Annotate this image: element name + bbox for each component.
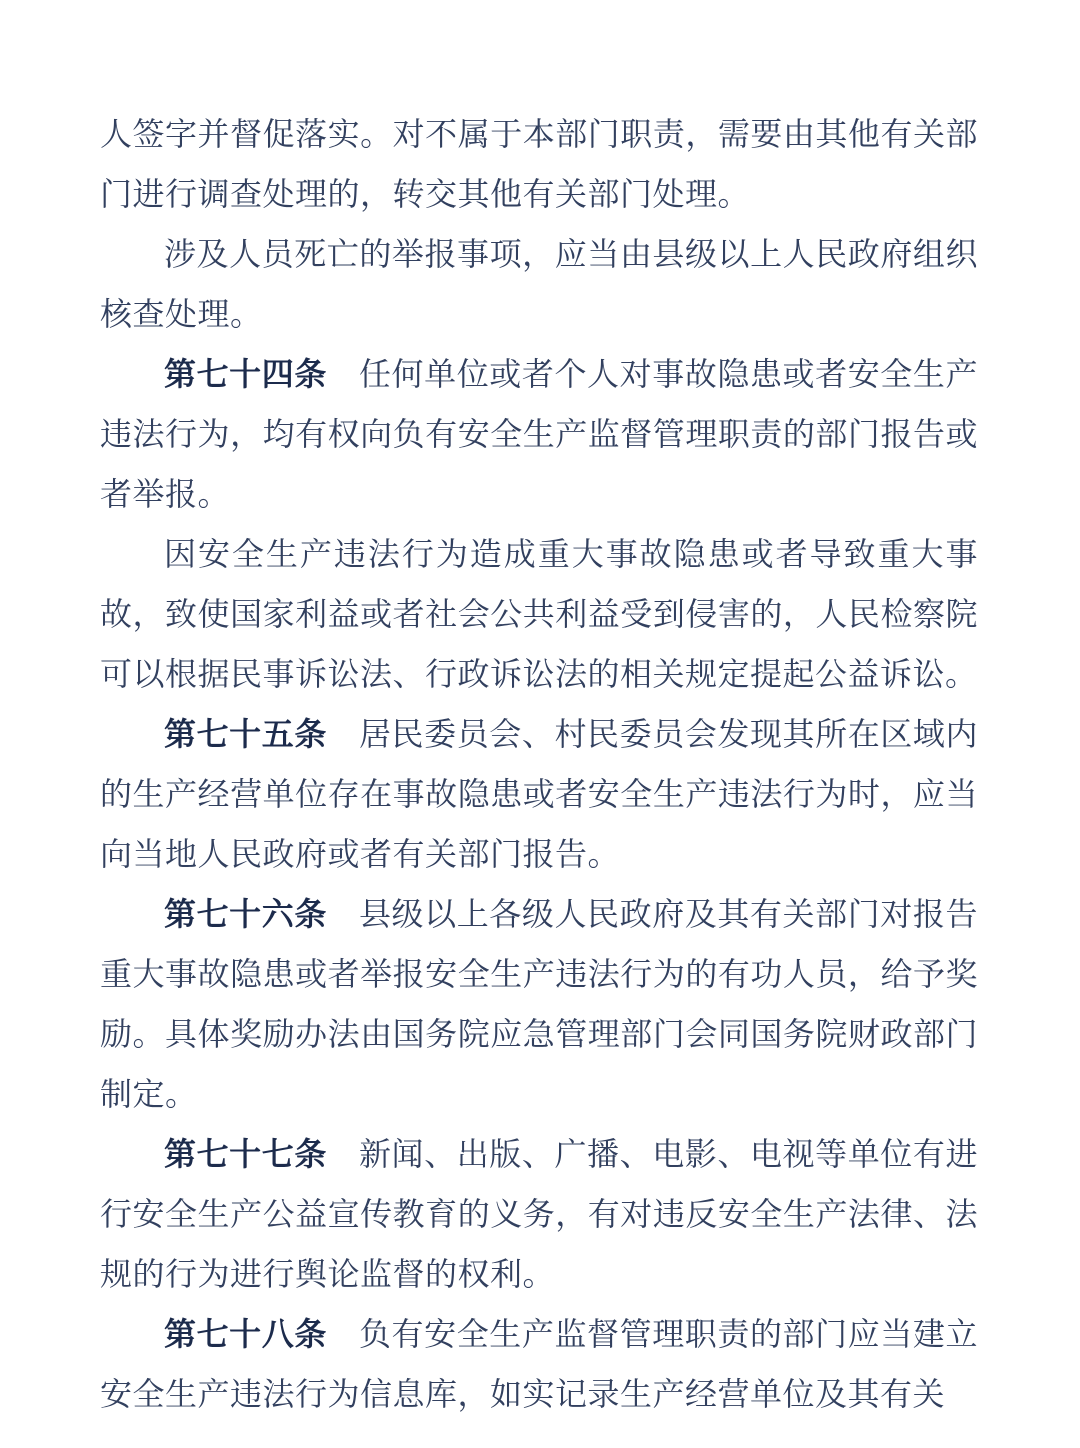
- article-number-heading: 第七十五条: [164, 716, 327, 752]
- article-number-heading: 第七十八条: [164, 1316, 327, 1352]
- article-number-heading: 第七十七条: [164, 1136, 327, 1172]
- paragraph-text: 因安全生产违法行为造成重大事故隐患或者导致重大事故，致使国家利益或者社会公共利益受到侵害的，人民检察院可以根据民事诉讼法、行政诉讼法的相关规定提起公益诉讼。: [100, 536, 978, 692]
- paragraph-text: 居民委员会、村民委员会发现其所在区域内的生产经营单位存在事故隐患或者安全生产违法行为时，应当向当地人民政府或者有关部门报告。: [100, 716, 978, 872]
- paragraph: [100, 1124, 978, 1304]
- document-body: [100, 104, 978, 1424]
- article-number-heading: 第七十四条: [164, 356, 327, 392]
- paragraph-text: 县级以上各级人民政府及其有关部门对报告重大事故隐患或者举报安全生产违法行为的有功人员，给予奖励。具体奖励办法由国务院应急管理部门会同国务院财政部门制定。: [100, 896, 978, 1112]
- paragraph: [100, 524, 978, 704]
- paragraph-text: 人签字并督促落实。对不属于本部门职责，需要由其他有关部门进行调查处理的，转交其他有关部门处理。: [100, 116, 978, 212]
- paragraph-text: 负有安全生产监督管理职责的部门应当建立安全生产违法行为信息库，如实记录生产经营单位及其有关: [100, 1316, 978, 1412]
- paragraph: [100, 224, 978, 344]
- paragraph: [100, 104, 978, 224]
- paragraph: [100, 1304, 978, 1424]
- paragraph: [100, 704, 978, 884]
- paragraph-text: 新闻、出版、广播、电影、电视等单位有进行安全生产公益宣传教育的义务，有对违反安全生产法律、法规的行为进行舆论监督的权利。: [100, 1136, 978, 1292]
- paragraph-text: 涉及人员死亡的举报事项，应当由县级以上人民政府组织核查处理。: [100, 236, 978, 332]
- paragraph: [100, 884, 978, 1124]
- paragraph-text: 任何单位或者个人对事故隐患或者安全生产违法行为，均有权向负有安全生产监督管理职责的部门报告或者举报。: [100, 356, 978, 512]
- article-number-heading: 第七十六条: [164, 896, 327, 932]
- paragraph: [100, 344, 978, 524]
